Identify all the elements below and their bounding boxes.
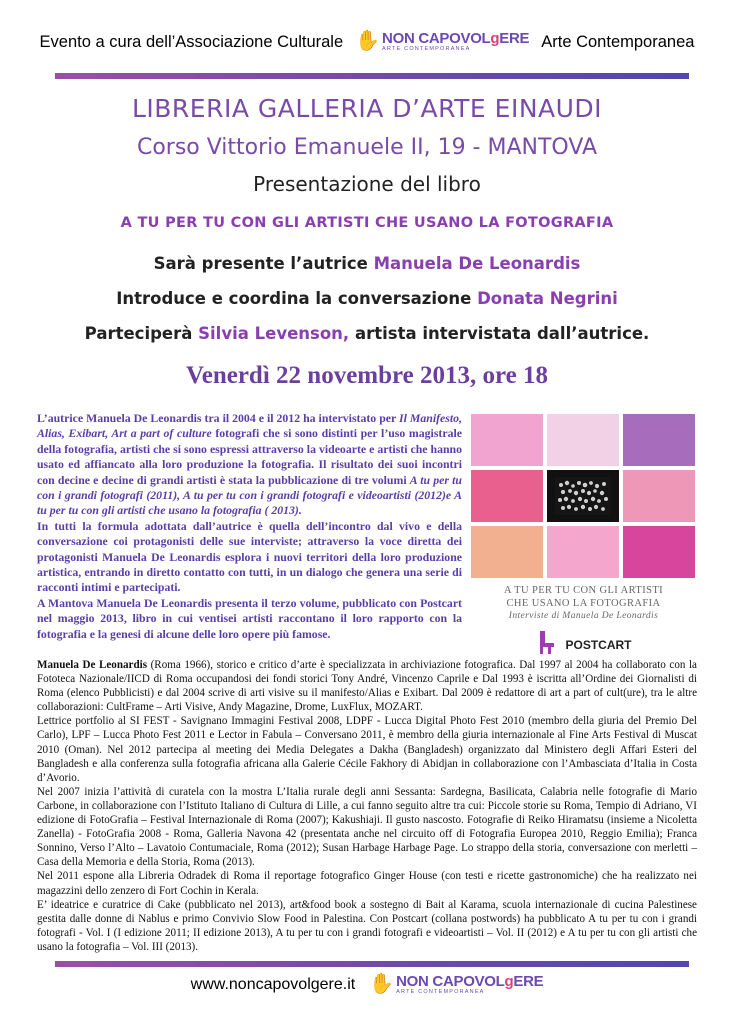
moderator-line: Introduce e coordina la conversazione Donata Negrini <box>116 289 618 308</box>
bottom-divider <box>55 961 689 967</box>
cover-tile <box>471 470 543 522</box>
header <box>0 28 734 56</box>
intro-paragraph-3: A Mantova Manuela De Leonardis presenta il terzo volume, pubblicato con Postcart nel maggio 2013, libro in cui ventisei artisti raccontano il loro rapporto con la fotografia e la genesi di alcune delle loro opere più famose. <box>37 595 462 641</box>
bio-paragraph-3: Nel 2007 inizia l’attività di curatela con la mostra L’Italia rurale degli anni Sessanta: Sardegna, Basilicata, Calabria nelle fotografie di Mario Carbone, in collaborazione con l’Istituto Italiano di Cultura di Lille, a cui fanno seguito altre tra cui: Piccole storie su Roma, Tempio di Adriano, VI edizione di FotoGrafia – Festival Internazionale di Roma (2007); Kakushiaji. Il gusto nascosto. Fotografie di Reiko Hiramatsu (insieme a Nicoletta Zanella) - FotoGrafia 2008 - Roma, Galleria Navona 42 (presentata anche nel circuito off di Fotografia Europea 2010, Reggio Emilia); Franca Sonnino, Verso l’Alto – Lavatoio Contumaciale, Roma (2012); Susan Harbage Harbage Page. Lo strappo della storia, conversazione con merletti – Casa della Memoria e della Storia, Roma (2013). <box>37 785 697 869</box>
guest-line: Parteciperà Silvia Levenson, artista intervistata dall’autrice. <box>84 324 650 343</box>
book-title: A TU PER TU CON GLI ARTISTI CHE USANO LA FOTOGRAFIA <box>120 215 614 231</box>
cover-tile <box>471 414 543 466</box>
intro-text <box>37 411 462 642</box>
cover-photo <box>547 470 619 522</box>
chair-icon <box>536 629 558 660</box>
header-suffix: Arte Contemporanea <box>541 32 695 51</box>
cover-title-line-2: CHE USANO LA FOTOGRAFIA <box>506 598 661 609</box>
hand-icon: ✋ <box>355 30 381 53</box>
publisher-mark <box>471 629 696 660</box>
presentation-label: Presentazione del libro <box>253 172 481 196</box>
footer-logo: ✋ NON CAPOVOLgERE ARTE CONTEMPORANEA <box>369 973 544 996</box>
cover-tile <box>547 414 619 466</box>
logo-subtitle: ARTE CONTEMPORANEA <box>382 46 471 53</box>
cover-grid <box>471 414 696 578</box>
top-divider <box>55 73 689 79</box>
venue-address: Corso Vittorio Emanuele II, 19 - MANTOVA <box>136 135 598 160</box>
author-bio <box>37 658 697 954</box>
cover-tile <box>547 526 619 578</box>
publisher-name: POSTCART <box>565 637 632 652</box>
cover-photo-image <box>555 477 611 515</box>
cover-tile <box>623 526 695 578</box>
intro-paragraph-2: In tutti la formula adottata dall’autrice è quella dell’incontro dal vivo e della conversazione coi protagonisti delle sue interviste; attraverso la voce diretta dei protagonisti Manuela De Leonardis esplora i nuovi territori della loro produzione artistica, entrando in diretto contatto con tutti, in un dialogo che genera una serie di racconti intimi e partecipati. <box>37 518 462 595</box>
event-date: Venerdì 22 novembre 2013, ore 18 <box>185 362 548 389</box>
venue-title: LIBRERIA GALLERIA D’ARTE EINAUDI <box>131 94 603 123</box>
cover-tile <box>623 470 695 522</box>
guest-name: Silvia Levenson, <box>198 324 350 343</box>
author-name: Manuela De Leonardis <box>373 254 581 273</box>
cover-subtitle: Interviste di Manuela De Leonardis <box>508 611 659 621</box>
bio-paragraph-1: Manuela De Leonardis (Roma 1966), storico e critico d’arte è specializzata in archiviazione fotografica. Dal 1997 al 2004 ha collaborato con la Fototeca Nazionale/IICD di Roma occupandosi dei fondi storici Tony André, Vincenzo Caprile e Dal 1993 è iscritta all’Ordine dei Giornalisti di Roma (elenco Pubblicisti) e dal 2004 scrive di arti visive su il manifesto/Alias e Exibart. Dal 2009 è redattore di art a part of cult(ure), tra le altre collaborazioni: CultFrame – Arti Visive, Andy Magazine, Drome, LuxFlux, MOZART. <box>37 659 697 714</box>
intro-paragraph-1: L’autrice Manuela De Leonardis tra il 2004 e il 2012 ha intervistato per Il Manifesto, Alias, Exibart, Art a part of culture fotografi che si sono distinti per l’uso magistrale della fotografia, artisti che si sono espressi attraverso la videoarte e artisti che hanno usato ed affiancato alla loro produzione la fotografia. Il risultato dei suoi incontri con decine e decine di grandi artisti è stata la pubblicazione di tre volumi A tu per tu con i grandi fotografi (2011), A tu per tu con i grandi fotografi e videoartisti (2012)e A tu per tu con gli artisti che usano la fotografia ( 2013). <box>37 411 462 518</box>
logo-subtitle: ARTE CONTEMPORANEA <box>396 989 485 996</box>
footer <box>0 970 734 1000</box>
bio-paragraph-4: Nel 2011 espone alla Libreria Odradek di Roma il reportage fotografico Ginger House (con testi e ricette gastronomiche) che ha realizzato nei magazzini dello zenzero di Fort Cochin in Kerala. <box>37 870 697 897</box>
cover-tile <box>471 526 543 578</box>
bio-paragraph-5: E’ ideatrice e curatrice di Cake (pubblicato nel 2013), art&food book a sostegno di Bait al Karama, scuola internazionale di cucina Palestinese gestita dalle donne di Nablus e primo Convivio Slow Food in Palestina. Con Postcart (collana postwords) ha pubblicato A tu per tu con i grandi fotografi - Vol. I (I edizione 2011; II edizione 2013), A tu per tu con i grandi fotografi e videoartisti – Vol. II (2012) e A tu per tu con gli artisti che usano la fotografia – Vol. III (2013). <box>37 898 697 953</box>
cover-title-line-1: A TU PER TU CON GLI ARTISTI <box>503 585 664 596</box>
header-logo: ✋ NON CAPOVOLgERE ARTE CONTEMPORANEA <box>355 30 530 53</box>
bio-author-name: Manuela De Leonardis <box>37 659 148 671</box>
author-line: Sarà presente l’autrice Manuela De Leonardis <box>153 254 581 273</box>
cover-text <box>471 584 696 623</box>
cover-tile <box>623 414 695 466</box>
header-prefix: Evento a cura dell’Associazione Culturale <box>39 32 344 51</box>
moderator-name: Donata Negrini <box>477 289 618 308</box>
hand-icon: ✋ <box>369 973 395 996</box>
bio-paragraph-2: Lettrice portfolio al SI FEST - Savignano Immagini Festival 2008, LDPF - Lucca Digital Photo Fest 2010 (membro della giuria del Premio Del Carlo), LPF – Lucca Photo Fest 2011 e Lector in Fabula – Conversano 2011, è membro della giuria internazionale al Fine Arts Festival di Muscat 2010 (Oman). Nel 2012 partecipa al meeting dei Media Delegates a Dakha (Bangladesh) organizzato dal Ministero degli Affari Esteri del Bangladesh e alla conferenza sulla fotografia africana alla Galerie Cécile Fakhory di Abidjan in collaborazione con l’Ambasciata d’Italia in Costa d’Avorio. <box>37 715 697 784</box>
website-link[interactable]: www.noncapovolgere.it <box>190 976 356 993</box>
book-cover <box>471 414 696 654</box>
